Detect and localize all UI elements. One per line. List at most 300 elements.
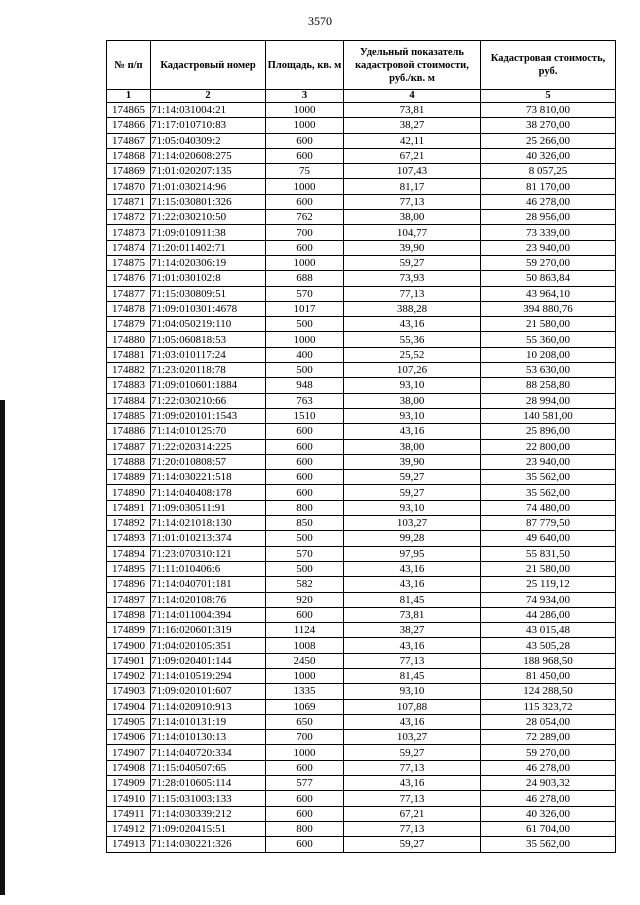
cadastral-value-cell: 35 562,00 (481, 485, 616, 500)
cadastral-number-cell: 71:09:010911:38 (151, 225, 266, 240)
unit-value-cell: 99,28 (344, 531, 481, 546)
row-number-cell: 174883 (107, 378, 151, 393)
cadastral-number-cell: 71:14:020910:913 (151, 699, 266, 714)
unit-value-cell: 93,10 (344, 408, 481, 423)
cadastral-value-table (106, 40, 616, 853)
cadastral-value-cell: 35 562,00 (481, 837, 616, 852)
table-row (107, 684, 616, 699)
area-cell: 688 (266, 271, 344, 286)
cadastral-number-cell: 71:28:010605:114 (151, 776, 266, 791)
unit-value-cell: 73,81 (344, 607, 481, 622)
cadastral-number-cell: 71:14:010131:19 (151, 714, 266, 729)
table-row (107, 837, 616, 852)
area-cell: 577 (266, 776, 344, 791)
unit-value-cell: 77,13 (344, 653, 481, 668)
area-cell: 800 (266, 500, 344, 515)
area-cell: 700 (266, 225, 344, 240)
cadastral-value-cell: 88 258,80 (481, 378, 616, 393)
row-number-cell: 174896 (107, 577, 151, 592)
table-row (107, 408, 616, 423)
unit-value-cell: 43,16 (344, 714, 481, 729)
row-number-cell: 174903 (107, 684, 151, 699)
area-cell: 600 (266, 240, 344, 255)
area-cell: 1008 (266, 638, 344, 653)
area-cell: 920 (266, 592, 344, 607)
table-row (107, 378, 616, 393)
unit-value-cell: 43,16 (344, 638, 481, 653)
unit-value-cell: 59,27 (344, 485, 481, 500)
table-row (107, 806, 616, 821)
row-number-cell: 174888 (107, 454, 151, 469)
area-cell: 500 (266, 531, 344, 546)
table-row (107, 393, 616, 408)
cadastral-value-cell: 40 326,00 (481, 148, 616, 163)
row-number-cell: 174909 (107, 776, 151, 791)
table-row (107, 255, 616, 270)
row-number-cell: 174897 (107, 592, 151, 607)
area-cell: 600 (266, 424, 344, 439)
table-row (107, 133, 616, 148)
unit-value-cell: 81,45 (344, 668, 481, 683)
unit-value-cell: 43,16 (344, 577, 481, 592)
area-cell: 600 (266, 148, 344, 163)
row-number-cell: 174877 (107, 286, 151, 301)
cadastral-number-cell: 71:09:020101:607 (151, 684, 266, 699)
area-cell: 1000 (266, 668, 344, 683)
area-cell: 1000 (266, 332, 344, 347)
column-number: 1 (107, 90, 151, 103)
area-cell: 600 (266, 485, 344, 500)
table-row (107, 638, 616, 653)
table-row (107, 516, 616, 531)
table-row (107, 531, 616, 546)
table-row (107, 286, 616, 301)
unit-value-cell: 59,27 (344, 837, 481, 852)
unit-value-cell: 107,26 (344, 363, 481, 378)
row-number-cell: 174886 (107, 424, 151, 439)
row-number-cell: 174906 (107, 730, 151, 745)
cadastral-value-cell: 49 640,00 (481, 531, 616, 546)
cadastral-value-cell: 25 119,12 (481, 577, 616, 592)
area-cell: 1000 (266, 118, 344, 133)
cadastral-number-cell: 71:14:040701:181 (151, 577, 266, 592)
area-cell: 763 (266, 393, 344, 408)
row-number-cell: 174884 (107, 393, 151, 408)
unit-value-cell: 107,88 (344, 699, 481, 714)
table-row (107, 470, 616, 485)
header-cadastral-number: Кадастровый номер (151, 41, 266, 90)
area-cell: 600 (266, 607, 344, 622)
table-row (107, 240, 616, 255)
table-row (107, 668, 616, 683)
row-number-cell: 174878 (107, 301, 151, 316)
table-row (107, 699, 616, 714)
cadastral-value-cell: 8 057,25 (481, 164, 616, 179)
area-cell: 600 (266, 133, 344, 148)
cadastral-number-cell: 71:14:010519:294 (151, 668, 266, 683)
cadastral-number-cell: 71:15:030809:51 (151, 286, 266, 301)
cadastral-value-cell: 46 278,00 (481, 791, 616, 806)
cadastral-number-cell: 71:14:040720:334 (151, 745, 266, 760)
table-row (107, 194, 616, 209)
row-number-cell: 174898 (107, 607, 151, 622)
area-cell: 2450 (266, 653, 344, 668)
area-cell: 500 (266, 561, 344, 576)
area-cell: 75 (266, 164, 344, 179)
row-number-cell: 174907 (107, 745, 151, 760)
cadastral-value-cell: 46 278,00 (481, 760, 616, 775)
unit-value-cell: 77,13 (344, 821, 481, 836)
table-row (107, 714, 616, 729)
row-number-cell: 174875 (107, 255, 151, 270)
cadastral-number-cell: 71:20:011402:71 (151, 240, 266, 255)
cadastral-value-cell: 28 994,00 (481, 393, 616, 408)
cadastral-value-cell: 72 289,00 (481, 730, 616, 745)
cadastral-number-cell: 71:04:050219:110 (151, 317, 266, 332)
column-number: 5 (481, 90, 616, 103)
row-number-cell: 174895 (107, 561, 151, 576)
area-cell: 600 (266, 454, 344, 469)
table-row (107, 730, 616, 745)
cadastral-number-cell: 71:14:030339:212 (151, 806, 266, 821)
unit-value-cell: 25,52 (344, 347, 481, 362)
unit-value-cell: 42,11 (344, 133, 481, 148)
row-number-cell: 174910 (107, 791, 151, 806)
cadastral-value-cell: 81 450,00 (481, 668, 616, 683)
unit-value-cell: 59,27 (344, 470, 481, 485)
table-row (107, 454, 616, 469)
table-row (107, 103, 616, 118)
cadastral-value-cell: 23 940,00 (481, 454, 616, 469)
column-number: 3 (266, 90, 344, 103)
header-row (107, 41, 616, 90)
area-cell: 600 (266, 791, 344, 806)
cadastral-value-cell: 28 956,00 (481, 210, 616, 225)
area-cell: 762 (266, 210, 344, 225)
cadastral-number-cell: 71:23:070310:121 (151, 546, 266, 561)
cadastral-number-cell: 71:01:030102:8 (151, 271, 266, 286)
row-number-cell: 174874 (107, 240, 151, 255)
column-number: 2 (151, 90, 266, 103)
unit-value-cell: 77,13 (344, 791, 481, 806)
table-row (107, 485, 616, 500)
unit-value-cell: 73,81 (344, 103, 481, 118)
cadastral-number-cell: 71:14:011004:394 (151, 607, 266, 622)
area-cell: 600 (266, 806, 344, 821)
row-number-cell: 174876 (107, 271, 151, 286)
cadastral-value-cell: 124 288,50 (481, 684, 616, 699)
row-number-cell: 174873 (107, 225, 151, 240)
unit-value-cell: 43,16 (344, 561, 481, 576)
cadastral-number-cell: 71:14:020108:76 (151, 592, 266, 607)
cadastral-number-cell: 71:15:031003:133 (151, 791, 266, 806)
row-number-cell: 174881 (107, 347, 151, 362)
cadastral-number-cell: 71:14:010130:13 (151, 730, 266, 745)
area-cell: 1000 (266, 103, 344, 118)
area-cell: 582 (266, 577, 344, 592)
table-row (107, 500, 616, 515)
area-cell: 1510 (266, 408, 344, 423)
area-cell: 570 (266, 286, 344, 301)
table-row (107, 148, 616, 163)
cadastral-value-cell: 59 270,00 (481, 745, 616, 760)
cadastral-value-cell: 46 278,00 (481, 194, 616, 209)
table-row (107, 577, 616, 592)
table-row (107, 439, 616, 454)
cadastral-value-cell: 50 863,84 (481, 271, 616, 286)
row-number-cell: 174887 (107, 439, 151, 454)
cadastral-number-cell: 71:14:020608:275 (151, 148, 266, 163)
cadastral-number-cell: 71:14:020306:19 (151, 255, 266, 270)
table-row (107, 317, 616, 332)
cadastral-value-cell: 21 580,00 (481, 317, 616, 332)
row-number-cell: 174868 (107, 148, 151, 163)
cadastral-value-cell: 40 326,00 (481, 806, 616, 821)
row-number-cell: 174908 (107, 760, 151, 775)
cadastral-value-cell: 394 880,76 (481, 301, 616, 316)
table-row (107, 776, 616, 791)
row-number-cell: 174890 (107, 485, 151, 500)
table-row (107, 745, 616, 760)
cadastral-value-cell: 43 964,10 (481, 286, 616, 301)
cadastral-number-cell: 71:22:030210:50 (151, 210, 266, 225)
unit-value-cell: 93,10 (344, 378, 481, 393)
table-row (107, 225, 616, 240)
unit-value-cell: 67,21 (344, 148, 481, 163)
header-area: Площадь, кв. м (266, 41, 344, 90)
row-number-cell: 174892 (107, 516, 151, 531)
column-number-row (107, 90, 616, 103)
cadastral-value-cell: 81 170,00 (481, 179, 616, 194)
cadastral-number-cell: 71:01:030214:96 (151, 179, 266, 194)
row-number-cell: 174902 (107, 668, 151, 683)
unit-value-cell: 43,16 (344, 424, 481, 439)
cadastral-value-cell: 43 015,48 (481, 623, 616, 638)
unit-value-cell: 77,13 (344, 760, 481, 775)
page-number: 3570 (308, 14, 332, 28)
table-row (107, 118, 616, 133)
table-row (107, 347, 616, 362)
cadastral-value-cell: 188 968,50 (481, 653, 616, 668)
cadastral-number-cell: 71:14:030221:518 (151, 470, 266, 485)
header-row-number: № п/п (107, 41, 151, 90)
cadastral-number-cell: 71:05:040309:2 (151, 133, 266, 148)
area-cell: 1017 (266, 301, 344, 316)
unit-value-cell: 77,13 (344, 286, 481, 301)
table-row (107, 179, 616, 194)
table-row (107, 760, 616, 775)
cadastral-number-cell: 71:11:010406:6 (151, 561, 266, 576)
row-number-cell: 174905 (107, 714, 151, 729)
cadastral-value-cell: 53 630,00 (481, 363, 616, 378)
unit-value-cell: 93,10 (344, 684, 481, 699)
row-number-cell: 174904 (107, 699, 151, 714)
table-row (107, 561, 616, 576)
cadastral-number-cell: 71:16:020601:319 (151, 623, 266, 638)
unit-value-cell: 59,27 (344, 745, 481, 760)
cadastral-value-cell: 38 270,00 (481, 118, 616, 133)
area-cell: 500 (266, 363, 344, 378)
cadastral-number-cell: 71:03:010117:24 (151, 347, 266, 362)
unit-value-cell: 104,77 (344, 225, 481, 240)
row-number-cell: 174911 (107, 806, 151, 821)
cadastral-number-cell: 71:15:030801:326 (151, 194, 266, 209)
table-row (107, 301, 616, 316)
unit-value-cell: 103,27 (344, 730, 481, 745)
table-row (107, 607, 616, 622)
table-row (107, 424, 616, 439)
row-number-cell: 174870 (107, 179, 151, 194)
cadastral-value-cell: 55 831,50 (481, 546, 616, 561)
unit-value-cell: 107,43 (344, 164, 481, 179)
cadastral-value-cell: 28 054,00 (481, 714, 616, 729)
cadastral-number-cell: 71:20:010808:57 (151, 454, 266, 469)
cadastral-value-cell: 24 903,32 (481, 776, 616, 791)
scan-edge-shadow (0, 400, 5, 895)
cadastral-value-cell: 23 940,00 (481, 240, 616, 255)
unit-value-cell: 38,27 (344, 623, 481, 638)
area-cell: 850 (266, 516, 344, 531)
unit-value-cell: 43,16 (344, 776, 481, 791)
row-number-cell: 174913 (107, 837, 151, 852)
row-number-cell: 174900 (107, 638, 151, 653)
table-row (107, 623, 616, 638)
area-cell: 570 (266, 546, 344, 561)
unit-value-cell: 59,27 (344, 255, 481, 270)
cadastral-number-cell: 71:14:030221:326 (151, 837, 266, 852)
cadastral-number-cell: 71:09:010601:1884 (151, 378, 266, 393)
row-number-cell: 174912 (107, 821, 151, 836)
unit-value-cell: 39,90 (344, 454, 481, 469)
cadastral-value-cell: 25 266,00 (481, 133, 616, 148)
area-cell: 1000 (266, 745, 344, 760)
unit-value-cell: 39,90 (344, 240, 481, 255)
cadastral-number-cell: 71:09:020415:51 (151, 821, 266, 836)
cadastral-value-cell: 21 580,00 (481, 561, 616, 576)
cadastral-value-cell: 10 208,00 (481, 347, 616, 362)
cadastral-value-cell: 43 505,28 (481, 638, 616, 653)
unit-value-cell: 81,45 (344, 592, 481, 607)
cadastral-number-cell: 71:23:020118:78 (151, 363, 266, 378)
unit-value-cell: 38,27 (344, 118, 481, 133)
unit-value-cell: 103,27 (344, 516, 481, 531)
unit-value-cell: 43,16 (344, 317, 481, 332)
table-row (107, 164, 616, 179)
cadastral-value-cell: 25 896,00 (481, 424, 616, 439)
cadastral-value-cell: 35 562,00 (481, 470, 616, 485)
table-row (107, 546, 616, 561)
area-cell: 600 (266, 760, 344, 775)
cadastral-number-cell: 71:05:060818:53 (151, 332, 266, 347)
area-cell: 1000 (266, 179, 344, 194)
row-number-cell: 174880 (107, 332, 151, 347)
unit-value-cell: 38,00 (344, 393, 481, 408)
row-number-cell: 174879 (107, 317, 151, 332)
unit-value-cell: 38,00 (344, 439, 481, 454)
cadastral-value-cell: 115 323,72 (481, 699, 616, 714)
column-number: 4 (344, 90, 481, 103)
table-row (107, 592, 616, 607)
row-number-cell: 174899 (107, 623, 151, 638)
cadastral-number-cell: 71:14:031004:21 (151, 103, 266, 118)
cadastral-number-cell: 71:14:021018:130 (151, 516, 266, 531)
cadastral-value-cell: 22 800,00 (481, 439, 616, 454)
cadastral-number-cell: 71:09:020101:1543 (151, 408, 266, 423)
table-row (107, 363, 616, 378)
row-number-cell: 174882 (107, 363, 151, 378)
row-number-cell: 174869 (107, 164, 151, 179)
row-number-cell: 174901 (107, 653, 151, 668)
unit-value-cell: 388,28 (344, 301, 481, 316)
cadastral-value-cell: 87 779,50 (481, 516, 616, 531)
area-cell: 1000 (266, 255, 344, 270)
table-body (107, 103, 616, 853)
row-number-cell: 174866 (107, 118, 151, 133)
cadastral-number-cell: 71:17:010710:83 (151, 118, 266, 133)
area-cell: 600 (266, 439, 344, 454)
row-number-cell: 174885 (107, 408, 151, 423)
unit-value-cell: 97,95 (344, 546, 481, 561)
row-number-cell: 174871 (107, 194, 151, 209)
cadastral-number-cell: 71:04:020105:351 (151, 638, 266, 653)
row-number-cell: 174894 (107, 546, 151, 561)
cadastral-number-cell: 71:01:010213:374 (151, 531, 266, 546)
area-cell: 400 (266, 347, 344, 362)
area-cell: 700 (266, 730, 344, 745)
area-cell: 600 (266, 470, 344, 485)
cadastral-value-cell: 73 339,00 (481, 225, 616, 240)
row-number-cell: 174893 (107, 531, 151, 546)
cadastral-number-cell: 71:15:040507:65 (151, 760, 266, 775)
cadastral-value-cell: 73 810,00 (481, 103, 616, 118)
area-cell: 948 (266, 378, 344, 393)
cadastral-value-cell: 74 480,00 (481, 500, 616, 515)
unit-value-cell: 81,17 (344, 179, 481, 194)
cadastral-number-cell: 71:09:030511:91 (151, 500, 266, 515)
area-cell: 650 (266, 714, 344, 729)
cadastral-number-cell: 71:14:010125:70 (151, 424, 266, 439)
area-cell: 1335 (266, 684, 344, 699)
cadastral-value-cell: 55 360,00 (481, 332, 616, 347)
table-row (107, 653, 616, 668)
unit-value-cell: 67,21 (344, 806, 481, 821)
row-number-cell: 174872 (107, 210, 151, 225)
cadastral-number-cell: 71:22:020314:225 (151, 439, 266, 454)
cadastral-number-cell: 71:09:010301:4678 (151, 301, 266, 316)
cadastral-value-cell: 61 704,00 (481, 821, 616, 836)
unit-value-cell: 73,93 (344, 271, 481, 286)
table-row (107, 271, 616, 286)
cadastral-number-cell: 71:22:030210:66 (151, 393, 266, 408)
table-row (107, 791, 616, 806)
unit-value-cell: 93,10 (344, 500, 481, 515)
unit-value-cell: 55,36 (344, 332, 481, 347)
cadastral-number-cell: 71:14:040408:178 (151, 485, 266, 500)
cadastral-value-cell: 44 286,00 (481, 607, 616, 622)
row-number-cell: 174867 (107, 133, 151, 148)
cadastral-value-cell: 140 581,00 (481, 408, 616, 423)
area-cell: 1124 (266, 623, 344, 638)
header-cadastral-value: Кадастровая стоимость, руб. (481, 41, 616, 90)
cadastral-value-cell: 59 270,00 (481, 255, 616, 270)
table-row (107, 821, 616, 836)
area-cell: 800 (266, 821, 344, 836)
row-number-cell: 174891 (107, 500, 151, 515)
row-number-cell: 174889 (107, 470, 151, 485)
row-number-cell: 174865 (107, 103, 151, 118)
area-cell: 500 (266, 317, 344, 332)
unit-value-cell: 38,00 (344, 210, 481, 225)
